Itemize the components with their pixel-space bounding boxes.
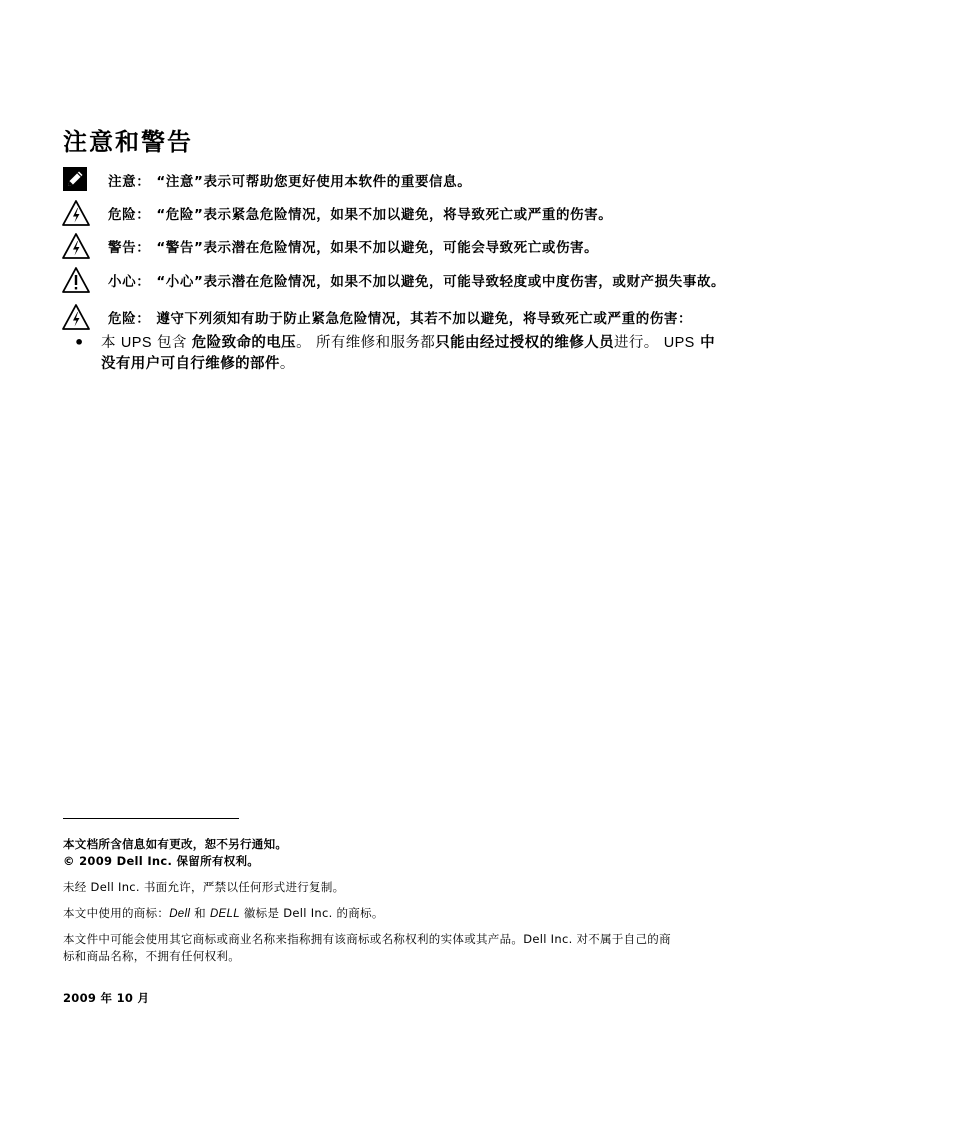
footer-notice-change: 本文档所含信息如有更改，恕不另行通知。 bbox=[63, 837, 288, 851]
electric-hazard-icon bbox=[62, 199, 90, 227]
notice-body: “注意”表示可帮助您更好使用本软件的重要信息。 bbox=[156, 174, 472, 190]
footer-segment: Dell bbox=[169, 908, 191, 920]
note-notice bbox=[62, 166, 922, 194]
bullet-segment: 包含 bbox=[151, 335, 192, 351]
caution-notice bbox=[62, 266, 922, 294]
bullet-segment: 。 bbox=[279, 356, 295, 372]
danger-notice bbox=[62, 199, 922, 227]
caution-triangle-icon bbox=[62, 266, 90, 294]
bullet-emphasis: 危险致命的电压 bbox=[191, 335, 297, 351]
electric-hazard-icon bbox=[62, 232, 90, 260]
bullet-segment: 中 bbox=[694, 335, 716, 351]
notice-body: “小心”表示潜在危险情况，如果不加以避免，可能导致轻度或中度伤害，或财产损失事故。 bbox=[156, 274, 726, 290]
footer-segment: 徽标是 Dell Inc. 的商标。 bbox=[239, 906, 384, 920]
notice-text bbox=[108, 170, 471, 190]
notice-text bbox=[108, 270, 725, 290]
bullet-emphasis: 没有用户可自行维修的部件 bbox=[101, 356, 280, 372]
electric-hazard-icon bbox=[62, 303, 90, 331]
notice-body: “危险”表示紧急危险情况，如果不加以避免，将导致死亡或严重的伤害。 bbox=[156, 207, 613, 223]
notice-label: 警告： bbox=[108, 240, 151, 256]
footer-segment: 和 bbox=[190, 906, 210, 920]
notice-label: 危险： bbox=[108, 207, 151, 223]
bullet-segment: 进行。 bbox=[614, 335, 664, 351]
footer-divider bbox=[63, 818, 239, 819]
warning-notice bbox=[62, 232, 922, 260]
footer-date: 2009 年 10 月 bbox=[63, 991, 150, 1005]
notice-label: 危险： bbox=[108, 311, 151, 327]
footer-copyright: © 2009 Dell Inc. 保留所有权利。 bbox=[63, 854, 260, 868]
bullet-segment: 。 所有维修和服务都 bbox=[296, 335, 436, 351]
page-title: 注意和警告 bbox=[63, 128, 193, 156]
bullet-emphasis: 只能由经过授权的维修人员 bbox=[435, 335, 614, 351]
bullet-segment: 本 bbox=[101, 335, 121, 351]
notice-label: 注意： bbox=[108, 174, 151, 190]
notice-text bbox=[108, 236, 598, 256]
footer-segment: 本文中使用的商标： bbox=[63, 906, 170, 920]
bullet-text bbox=[101, 333, 821, 375]
notice-body: “警告”表示潜在危险情况，如果不加以避免，可能会导致死亡或伤害。 bbox=[156, 240, 599, 256]
notice-text bbox=[108, 307, 692, 327]
footer-other-trademarks: 本文件中可能会使用其它商标或商业名称来指称拥有该商标或名称权利的实体或其产品。Dell Inc. 对不属于自己的商 bbox=[63, 932, 671, 946]
notice-body: 遵守下列须知有助于防止紧急危险情况，其若不加以避免，将导致死亡或严重的伤害： bbox=[156, 311, 693, 327]
footer-trademarks bbox=[63, 905, 384, 923]
footer-other-trademarks-cont: 标和商品名称，不拥有任何权利。 bbox=[63, 949, 240, 963]
danger-notice bbox=[62, 303, 922, 331]
notice-text bbox=[108, 203, 612, 223]
bullet-dot: • bbox=[74, 333, 85, 352]
footer-segment: DELL bbox=[209, 908, 240, 920]
notice-label: 小心： bbox=[108, 274, 151, 290]
bullet-segment: UPS bbox=[120, 335, 152, 351]
pencil-note-icon bbox=[62, 166, 90, 194]
bullet-segment: UPS bbox=[663, 335, 695, 351]
footer-reproduction: 未经 Dell Inc. 书面允许，严禁以任何形式进行复制。 bbox=[63, 880, 345, 894]
